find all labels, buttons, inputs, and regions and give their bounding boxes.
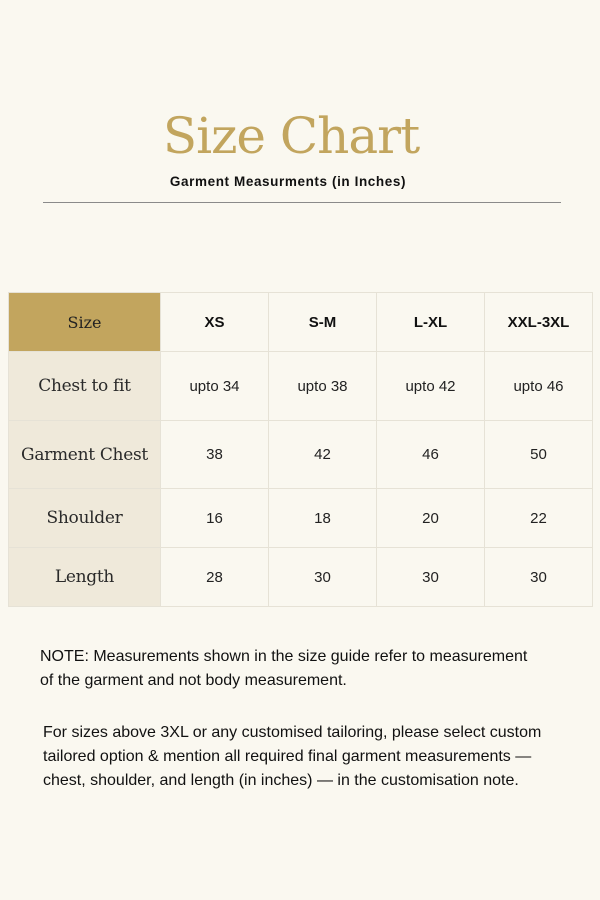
- table-cell: 30: [485, 548, 593, 607]
- table-cell: 20: [377, 489, 485, 548]
- table-row: [9, 489, 593, 548]
- custom-tailoring-note: For sizes above 3XL or any customised tailoring, please select custom tailored option & mention all required final garment measurements — chest, shoulder, and length (in inches) — in the customisation note.: [43, 724, 542, 789]
- page-title: Size Chart: [162, 107, 420, 165]
- row-label-length: Length: [9, 548, 161, 607]
- row-label-garment-chest: Garment Chest: [9, 421, 161, 489]
- table-cell: upto 42: [377, 352, 485, 421]
- header-cell-l-xl: L-XL: [377, 293, 485, 352]
- header-cell-s-m: S-M: [269, 293, 377, 352]
- table-cell: 42: [269, 421, 377, 489]
- header-cell-size: Size: [9, 293, 161, 352]
- table-cell: 28: [161, 548, 269, 607]
- measurement-note: NOTE: Measurements shown in the size guide refer to measurement of the garment and not body measurement.: [40, 648, 528, 689]
- table-cell: upto 38: [269, 352, 377, 421]
- size-chart-table: [8, 292, 593, 607]
- table-row: [9, 548, 593, 607]
- table-cell: 30: [269, 548, 377, 607]
- table-cell: upto 34: [161, 352, 269, 421]
- table-cell: 22: [485, 489, 593, 548]
- header-cell-xs: XS: [161, 293, 269, 352]
- table-cell: 30: [377, 548, 485, 607]
- divider: [43, 202, 561, 203]
- table-row: [9, 352, 593, 421]
- page-subtitle: Garment Measurments (in Inches): [169, 174, 407, 189]
- row-label-shoulder: Shoulder: [9, 489, 161, 548]
- table-cell: 50: [485, 421, 593, 489]
- header-cell-xxl-3xl: XXL-3XL: [485, 293, 593, 352]
- table-cell: 38: [161, 421, 269, 489]
- table-cell: 46: [377, 421, 485, 489]
- table-cell: upto 46: [485, 352, 593, 421]
- table-header-row: [9, 293, 593, 352]
- table-row: [9, 421, 593, 489]
- row-label-chest-to-fit: Chest to fit: [9, 352, 161, 421]
- table-cell: 18: [269, 489, 377, 548]
- table-cell: 16: [161, 489, 269, 548]
